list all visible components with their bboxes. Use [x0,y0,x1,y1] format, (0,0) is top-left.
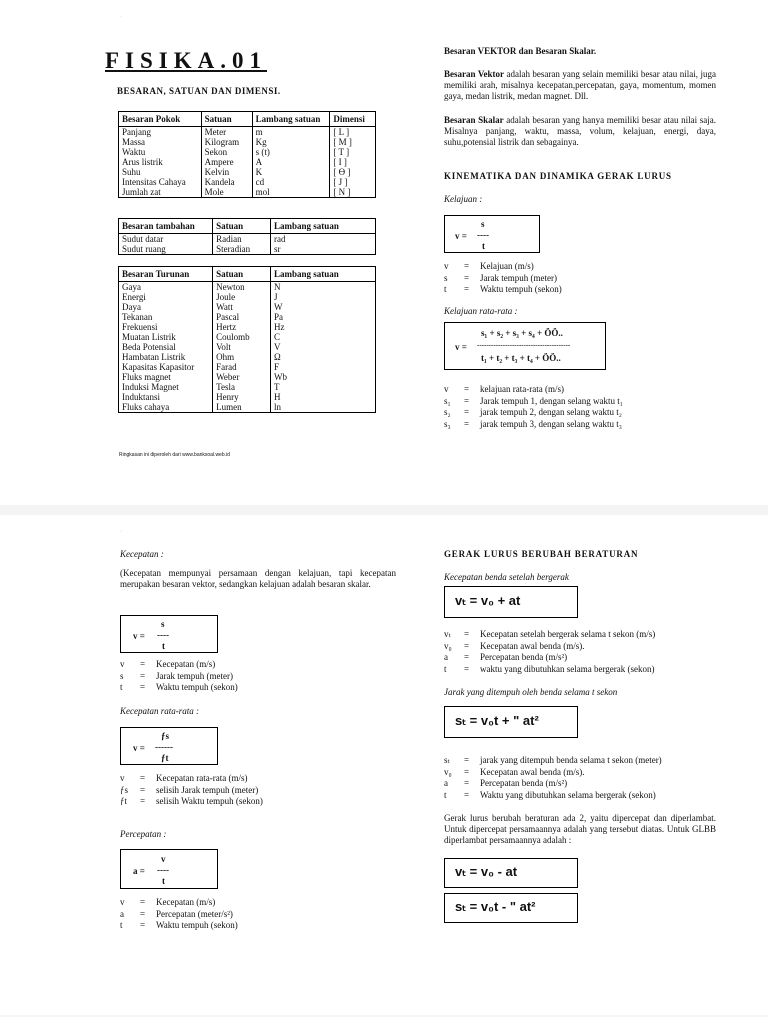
table-row [119,402,376,413]
table-row [119,167,376,177]
kecepatan-legend [120,659,238,694]
table-cell: Sudut ruang [119,244,213,255]
table-cell: Newton [213,282,271,293]
table-cell: Farad [213,362,271,372]
table-cell: Fluks magnet [119,372,213,382]
table-cell: Induksi Magnet [119,382,213,392]
table-cell: [ T ] [330,147,376,157]
table-besaran-pokok [118,111,376,198]
table-cell: Muatan Listrik [119,332,213,342]
legend-row [120,671,238,683]
legend-description: kelajuan rata-rata (m/s) [480,384,564,394]
legend-equals: = [464,272,470,283]
skalar-text: adalah besaran yang hanya memiliki besar atau nilai saja. Misalnya panjang, waktu, massa, volum, kelajuan, energi, daya, suhu,potensial listrik dan sebagainya. [444,115,716,147]
percepatan-label: Percepatan : [120,829,167,839]
legend-equals: = [464,755,470,765]
formula-lhs: v = [455,342,467,352]
legend-symbol: v [120,773,125,783]
column-header: Lambang satuan [271,219,376,234]
kelajuan-rata-formula-box [444,322,606,370]
table-cell: rad [271,234,376,245]
legend-equals: = [464,407,470,417]
table-cell: Tekanan [119,312,213,322]
legend-equals: = [140,670,146,681]
st-formula-box [444,706,578,738]
legend-row [444,284,562,296]
legend-symbol: t [120,682,123,692]
column-header: Satuan [213,219,271,234]
table-row [119,137,376,147]
legend-equals: = [464,629,470,639]
legend-symbol: s [444,272,448,283]
st-label: Jarak yang ditempuh oleh benda selama t sekon [444,687,618,697]
legend-description: Jarak tempuh (meter) [156,670,233,681]
legend-description: Percepatan benda (m/s²) [480,652,568,662]
vektor-text: adalah besaran yang selain memiliki besar atau nilai, juga memiliki arah, misalnya kecepatan,percepatan, gaya, momentum, momen gaya, medan listrik, medan magnet. Dll. [444,69,716,101]
percepatan-legend [120,897,238,932]
legend-row [120,682,238,694]
legend-symbol: v [120,659,125,669]
table-cell: N [271,282,376,293]
legend-description: Waktu tempuh (sekon) [156,682,238,692]
table-cell: Hz [271,322,376,332]
legend-description: Jarak tempuh 1, dengan selang waktu t₁ [480,395,623,406]
legend-description: selisih Jarak tempuh (meter) [156,784,259,795]
table-cell: Energi [119,292,213,302]
legend-symbol: ƒs [120,784,129,795]
formula-numerator: ƒs [161,731,170,741]
legend-row [120,785,263,797]
table-cell: Fluks cahaya [119,402,213,413]
legend-row [444,755,662,767]
table-cell: ln [271,402,376,413]
table-cell: Daya [119,302,213,312]
table-row [119,352,376,362]
table-cell: Steradian [213,244,271,255]
table-cell: mol [252,187,330,198]
table-cell: Coulomb [213,332,271,342]
legend-row [444,790,662,802]
vt-minus-formula-box [444,858,578,888]
legend-equals: = [464,789,470,800]
legend-row [120,659,238,671]
table-besaran-tambahan [118,218,376,255]
table-cell: Radian [213,234,271,245]
table-cell: Kapasitas Kapasitor [119,362,213,372]
table-cell: Pascal [213,312,271,322]
legend-description: jarak tempuh 2, dengan selang waktu t₂ [480,407,622,417]
legend-description: Waktu tempuh (sekon) [156,920,238,930]
legend-symbol: t [120,920,123,930]
table-cell: Suhu [119,167,202,177]
legend-row [120,920,238,932]
table-cell: sr [271,244,376,255]
formula-denominator: t [162,641,165,651]
table-row [119,234,376,245]
table-cell: Wb [271,372,376,382]
table-besaran-turunan [118,266,376,413]
legend-equals: = [464,261,470,271]
table-row [119,322,376,332]
legend-equals: = [140,908,146,919]
legend-description: waktu yang dibutuhkan selama bergerak (sekon) [480,663,655,674]
legend-equals: = [140,796,146,806]
subtitle: BESARAN, SATUAN DAN DIMENSI. [117,86,281,96]
legend-equals: = [464,418,470,429]
legend-symbol: v₀ [444,640,452,651]
column-header: Lambang satuan [271,267,376,282]
legend-equals: = [464,778,470,788]
table-cell: Massa [119,137,202,147]
legend-description: Kecepatan rata-rata (m/s) [156,773,248,783]
legend-equals: = [140,773,146,783]
table-row [119,157,376,167]
header-faint: · [120,529,123,535]
legend-row [444,396,623,408]
formula-denominator: t [162,876,165,886]
table-cell: Gaya [119,282,213,293]
table-row [119,292,376,302]
table-cell: [ Ɵ ] [330,167,376,177]
legend-symbol: vₜ [444,629,452,639]
table-cell: [ L ] [330,127,376,138]
st-legend [444,755,662,801]
column-header: Besaran Turunan [119,267,213,282]
column-header: Lambang satuan [252,112,330,127]
kecepatan-rata-legend [120,773,263,808]
table-cell: [ J ] [330,177,376,187]
page-2 [0,515,768,1015]
legend-equals: = [140,682,146,692]
table-row [119,302,376,312]
vektor-skalar-heading: Besaran VEKTOR dan Besaran Skalar. [444,46,597,56]
legend-row [444,778,662,790]
legend-row [444,641,655,653]
table-cell: Lumen [213,402,271,413]
legend-description: jarak yang ditempuh benda selama t sekon (meter) [480,755,662,765]
kecepatan-formula-box [120,615,218,653]
table-cell: W [271,302,376,312]
table-row [119,187,376,198]
footnote: Ringkasan ini diperoleh dari www.banksoal.web.id [119,452,230,458]
legend-description: Percepatan benda (m/s²) [480,778,568,788]
legend-description: Kecepatan awal benda (m/s). [480,766,585,777]
legend-equals: = [464,284,470,294]
vt-formula-box [444,586,578,618]
kelajuan-rata-label: Kelajuan rata-rata : [444,306,518,316]
formula-denominator: t [482,241,485,251]
table-cell: Induktansi [119,392,213,402]
legend-row [444,261,562,273]
legend-description: Kelajuan (m/s) [480,261,534,271]
table-cell: Kelvin [201,167,252,177]
column-header: Satuan [201,112,252,127]
table-row [119,392,376,402]
table-cell: Volt [213,342,271,352]
legend-equals: = [140,784,146,795]
formula-bar: ---- [157,630,169,640]
table-cell: Tesla [213,382,271,392]
formula-bar: ------ [155,742,173,752]
table-cell: m [252,127,330,138]
legend-description: Percepatan (meter/s²) [156,908,233,919]
formula-numerator: s [161,619,165,629]
header-faint: · [120,14,123,20]
table-row [119,342,376,352]
legend-symbol: v₀ [444,766,452,777]
kecepatan-label: Kecepatan : [120,549,164,559]
table-row [119,312,376,322]
legend-equals: = [140,920,146,930]
table-cell: Henry [213,392,271,402]
page-title: FISIKA.01 [105,48,267,73]
column-header: Satuan [213,267,271,282]
formula-denominator: ƒt [161,753,169,763]
legend-description: Jarak tempuh (meter) [480,272,557,283]
percepatan-formula-box [120,849,218,889]
formula-numerator: v [161,854,166,864]
table-row [119,147,376,157]
formula-denominator: t₁ + t₂ + t₃ + t₄ + ÖÖ.. [481,353,561,363]
legend-equals: = [464,640,470,651]
table-cell: Arus listrik [119,157,202,167]
legend-description: Kecepatan awal benda (m/s). [480,640,585,651]
column-header: Dimensi [330,112,376,127]
legend-equals: = [140,897,146,907]
legend-symbol: t [444,789,447,800]
legend-symbol: v [444,384,449,394]
column-header: Besaran tambahan [119,219,213,234]
legend-row [120,773,263,785]
table-cell: Waktu [119,147,202,157]
vt-label: Kecepatan benda setelah bergerak [444,572,569,582]
formula-numerator: s₁ + s₂ + s₃ + s₄ + ÖÖ.. [481,328,563,338]
legend-row [444,273,562,285]
legend-symbol: v [120,897,125,907]
legend-equals: = [464,395,470,406]
table-cell: Kandela [201,177,252,187]
kelajuan-rata-legend [444,384,623,430]
table-cell: Joule [213,292,271,302]
table-row [119,382,376,392]
formula-lhs: v = [133,631,145,641]
kinematika-heading: KINEMATIKA DAN DINAMIKA GERAK LURUS [444,171,672,181]
legend-symbol: a [444,652,448,662]
vt-legend [444,629,655,675]
legend-row [120,897,238,909]
table-cell: Watt [213,302,271,312]
table-cell: Intensitas Cahaya [119,177,202,187]
legend-symbol: s₂ [444,407,451,417]
legend-equals: = [464,652,470,662]
glbb-heading: GERAK LURUS BERUBAH BERATURAN [444,549,639,559]
table-cell: Ω [271,352,376,362]
legend-row [444,629,655,641]
legend-symbol: a [444,778,448,788]
page-1 [0,0,768,505]
skalar-paragraph [444,115,716,148]
legend-description: Waktu tempuh (sekon) [480,284,562,294]
table-cell: [ M ] [330,137,376,147]
formula-lhs: v = [455,231,467,241]
legend-symbol: v [444,261,449,271]
kelajuan-label: Kelajuan : [444,194,483,204]
formula-bar: ---- [477,230,489,240]
table-row [119,127,376,138]
table-cell: [ I ] [330,157,376,167]
table-cell: Hambatan Listrik [119,352,213,362]
table-cell: Kilogram [201,137,252,147]
legend-symbol: t [444,663,447,674]
legend-row [444,664,655,676]
legend-row [120,796,263,808]
table-cell: J [271,292,376,302]
legend-description: selisih Waktu tempuh (sekon) [156,796,263,806]
table-cell: Ohm [213,352,271,362]
legend-description: Kecepatan (m/s) [156,897,216,907]
kecepatan-rata-label: Kecepatan rata-rata : [120,706,199,716]
kecepatan-rata-formula-box [120,727,218,765]
column-header: Besaran Pokok [119,112,202,127]
table-cell: cd [252,177,330,187]
page-3-edge [0,1017,768,1024]
table-cell: Frekuensi [119,322,213,332]
table-row [119,244,376,255]
table-row [119,332,376,342]
legend-row [444,384,623,396]
table-cell: [ N ] [330,187,376,198]
table-row [119,362,376,372]
vt-minus-formula: vₜ = v₀ - at [455,864,518,879]
vektor-paragraph [444,69,716,102]
legend-row [444,767,662,779]
st-minus-formula: sₜ = v₀t - " at² [455,899,536,914]
table-cell: Ampere [201,157,252,167]
legend-symbol: s₃ [444,418,451,429]
st-formula: sₜ = v₀t + " at² [455,713,539,728]
legend-symbol: a [120,908,124,919]
legend-description: Kecepatan setelah bergerak selama t sekon (m/s) [480,629,656,639]
legend-equals: = [464,766,470,777]
table-cell: Mole [201,187,252,198]
table-row [119,372,376,382]
formula-lhs: a = [133,866,145,876]
formula-lhs: v = [133,743,145,753]
kelajuan-formula-box [444,215,540,253]
legend-equals: = [140,659,146,669]
table-cell: A [252,157,330,167]
legend-row [444,407,623,419]
table-cell: Panjang [119,127,202,138]
legend-row [120,909,238,921]
table-cell: s (t) [252,147,330,157]
formula-bar: ---- [157,865,169,875]
legend-description: Kecepatan (m/s) [156,659,216,669]
skalar-term: Besaran Skalar [444,115,504,125]
table-row [119,177,376,187]
kelajuan-legend [444,261,562,296]
table-cell: F [271,362,376,372]
legend-row [444,652,655,664]
table-cell: Pa [271,312,376,322]
table-cell: V [271,342,376,352]
st-minus-formula-box [444,893,578,923]
formula-numerator: s [481,219,485,229]
legend-description: Waktu yang dibutuhkan selama bergerak (sekon) [480,789,656,800]
legend-symbol: s₁ [444,395,451,406]
table-cell: C [271,332,376,342]
table-cell: Meter [201,127,252,138]
table-cell: Hertz [213,322,271,332]
table-cell: T [271,382,376,392]
table-cell: Kg [252,137,330,147]
table-cell: H [271,392,376,402]
legend-symbol: s [120,670,124,681]
formula-bar: ---------------------------------------- [477,341,571,349]
kecepatan-paragraph: (Kecepatan mempunyai persamaan dengan kelajuan, tapi kecepatan merupakan besaran vektor, sedangkan kelajuan adalah besaran skalar. [120,568,396,589]
legend-equals: = [464,663,470,674]
table-row [119,282,376,293]
glbb-paragraph: Gerak lurus berubah beraturan ada 2, yaitu dipercepat dan diperlambat. Untuk dipercepat persamaannya adalah yang tersebut diatas. Untuk GLBB diperlambat persamaannya adalah : [444,813,716,845]
table-cell: Beda Potensial [119,342,213,352]
legend-symbol: sₜ [444,755,451,765]
legend-symbol: ƒt [120,796,128,806]
table-cell: Jumlah zat [119,187,202,198]
legend-description: jarak tempuh 3, dengan selang waktu t₃ [480,418,622,429]
legend-equals: = [464,384,470,394]
table-cell: Weber [213,372,271,382]
vektor-term: Besaran Vektor [444,69,504,79]
legend-row [444,419,623,431]
table-cell: Sudut datar [119,234,213,245]
table-cell: Sekon [201,147,252,157]
legend-symbol: t [444,284,447,294]
table-cell: K [252,167,330,177]
vt-formula: vₜ = v₀ + at [455,593,521,608]
